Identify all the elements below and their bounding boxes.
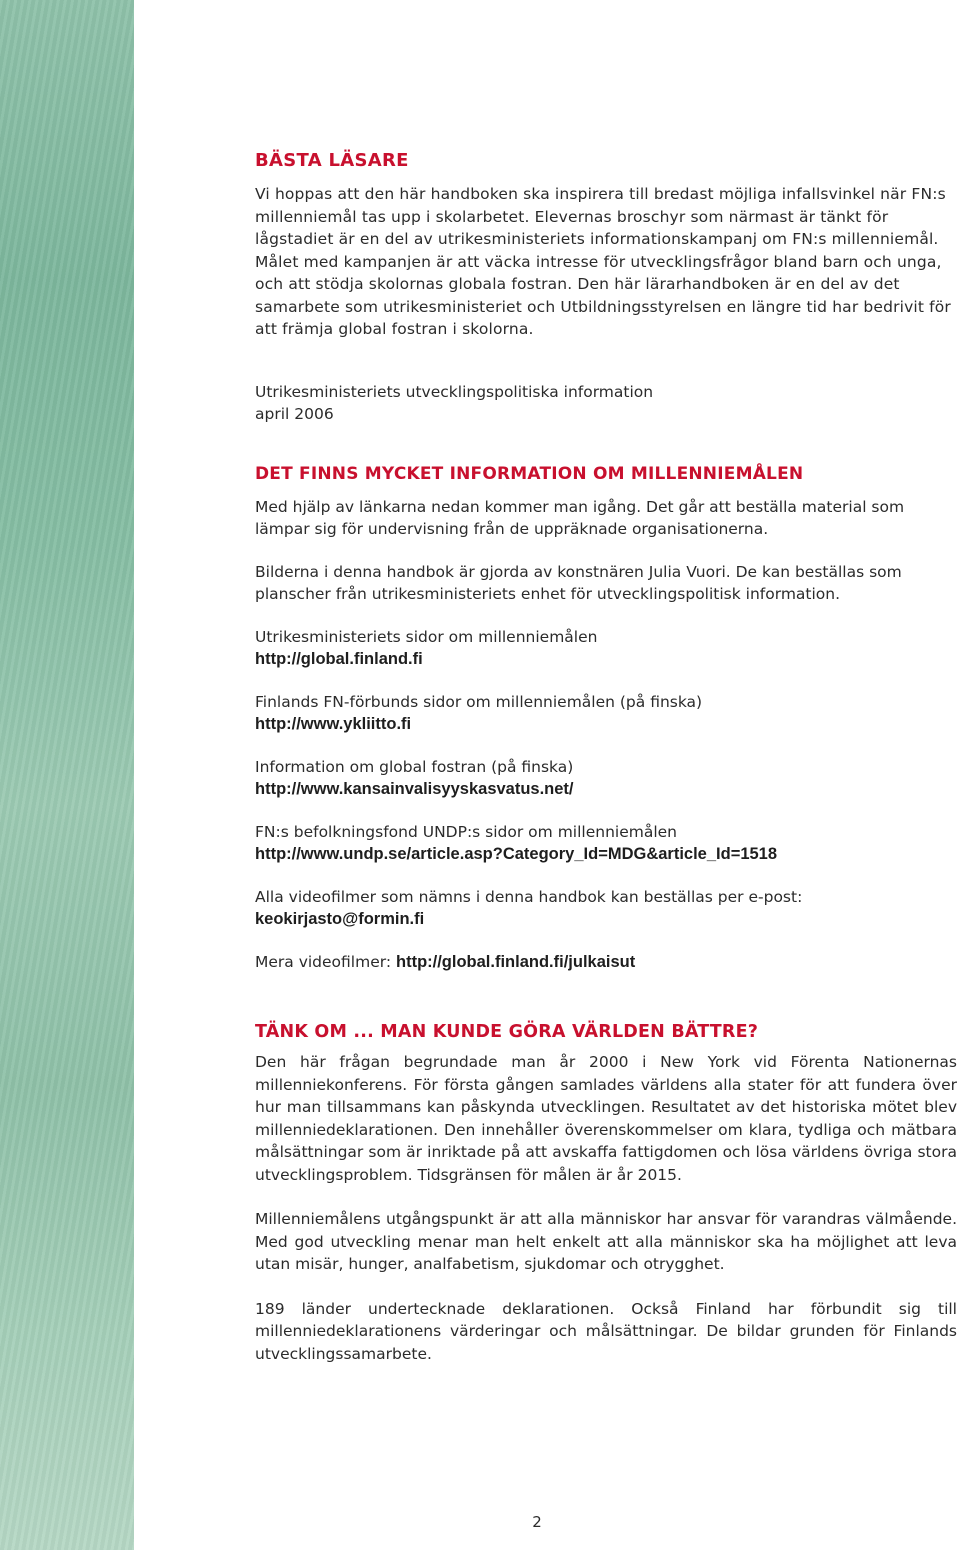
link-label: Finlands FN-förbunds sidor om millenniemålen (på finska) <box>255 692 703 711</box>
link-label: Information om global fostran (på finska) <box>255 757 574 776</box>
sender-block <box>255 381 957 426</box>
sender-date: april 2006 <box>255 405 334 423</box>
link-block <box>255 821 957 866</box>
intro-paragraph: Vi hoppas att den här handboken ska inspirera till bredast möjliga infallsvinkel när FN:s millenniemål tas upp i skolarbetet. Elevernas broschyr som närmast är tänkt för lågstadiet är en del av utrikesministeriets informationskampanj om FN:s millenniemål. Målet med kampanjen är att väcka intresse för utvecklingsfrågor bland barn och unga, och att stödja skolornas globala fostran. Den här lärarhandboken är en del av det samarbete som utrikesministeriet och Utbildningsstyrelsen en längre tid har bedrivit för att främja global fostran i skolorna. <box>255 185 951 338</box>
link-block <box>255 691 957 736</box>
millennium-paragraph: Den här frågan begrundade man år 2000 i New York vid Förenta Nationernas millenniekonferens. För första gången samlades världens alla stater för att fundera över hur man tillsammans kan påskynda utvecklingen. Resultatet av det historiska mötet blev millenniedeklarationen. Den innehåller överenskommelser om klara, tydliga och mätbara målsättningar som är inriktade på att avskaffa fattigdomen och lösa världens övriga stora utvecklingsproblem. Tidsgränsen för målen är år 2015. <box>255 1053 957 1184</box>
link-block <box>255 886 957 931</box>
videos-label: Mera videofilmer: <box>255 952 396 971</box>
link-url[interactable]: http://www.ykliitto.fi <box>255 715 412 733</box>
info-paragraph: Med hjälp av länkarna nedan kommer man igång. Det går att beställa material som lämpar sig för undervisning från de uppräknade organisationerna. <box>255 497 905 538</box>
link-url[interactable]: http://www.undp.se/article.asp?Category_Id=MDG&article_Id=1518 <box>255 845 778 863</box>
link-url[interactable]: http://www.kansainvalisyyskasvatus.net/ <box>255 780 574 798</box>
decorative-side-strip <box>0 0 134 1550</box>
page-content <box>255 148 957 1365</box>
page-number: 2 <box>532 1513 542 1531</box>
heading-think-if: TÄNK OM ... MAN KUNDE GÖRA VÄRLDEN BÄTTRE? <box>255 1022 759 1042</box>
link-label: Utrikesministeriets sidor om millenniemålen <box>255 627 598 646</box>
millennium-paragraph: Millenniemålens utgångspunkt är att alla människor har ansvar för varandras välmående. Med god utveckling menar man helt enkelt att alla människor ska ha möjlighet att leva utan misär, hunger, analfabetism, sjukdomar och otrygghet. <box>255 1210 957 1273</box>
videos-link[interactable]: http://global.finland.fi/julkaisut <box>396 952 636 971</box>
link-url[interactable]: http://global.finland.fi <box>255 650 423 668</box>
link-label: Alla videofilmer som nämns i denna handbok kan beställas per e-post: <box>255 887 803 906</box>
link-block <box>255 626 957 671</box>
email-link[interactable]: keokirjasto@formin.fi <box>255 910 425 928</box>
heading-dear-reader: BÄSTA LÄSARE <box>255 150 409 171</box>
videos-line <box>255 951 957 974</box>
link-label: FN:s befolkningsfond UNDP:s sidor om millenniemålen <box>255 822 677 841</box>
sender-line: Utrikesministeriets utvecklingspolitiska information <box>255 382 654 401</box>
link-block <box>255 756 957 801</box>
heading-more-information: DET FINNS MYCKET INFORMATION OM MILLENNIEMÅLEN <box>255 463 804 484</box>
millennium-paragraph: 189 länder undertecknade deklarationen. Också Finland har förbundit sig till millenniedeklarationens värderingar och målsättningar. De bildar grunden för Finlands utvecklingssamarbete. <box>255 1299 957 1363</box>
illustration-credit-paragraph: Bilderna i denna handbok är gjorda av konstnären Julia Vuori. De kan beställas som planscher från utrikesministeriets enhet för utvecklingspolitisk information. <box>255 562 902 603</box>
